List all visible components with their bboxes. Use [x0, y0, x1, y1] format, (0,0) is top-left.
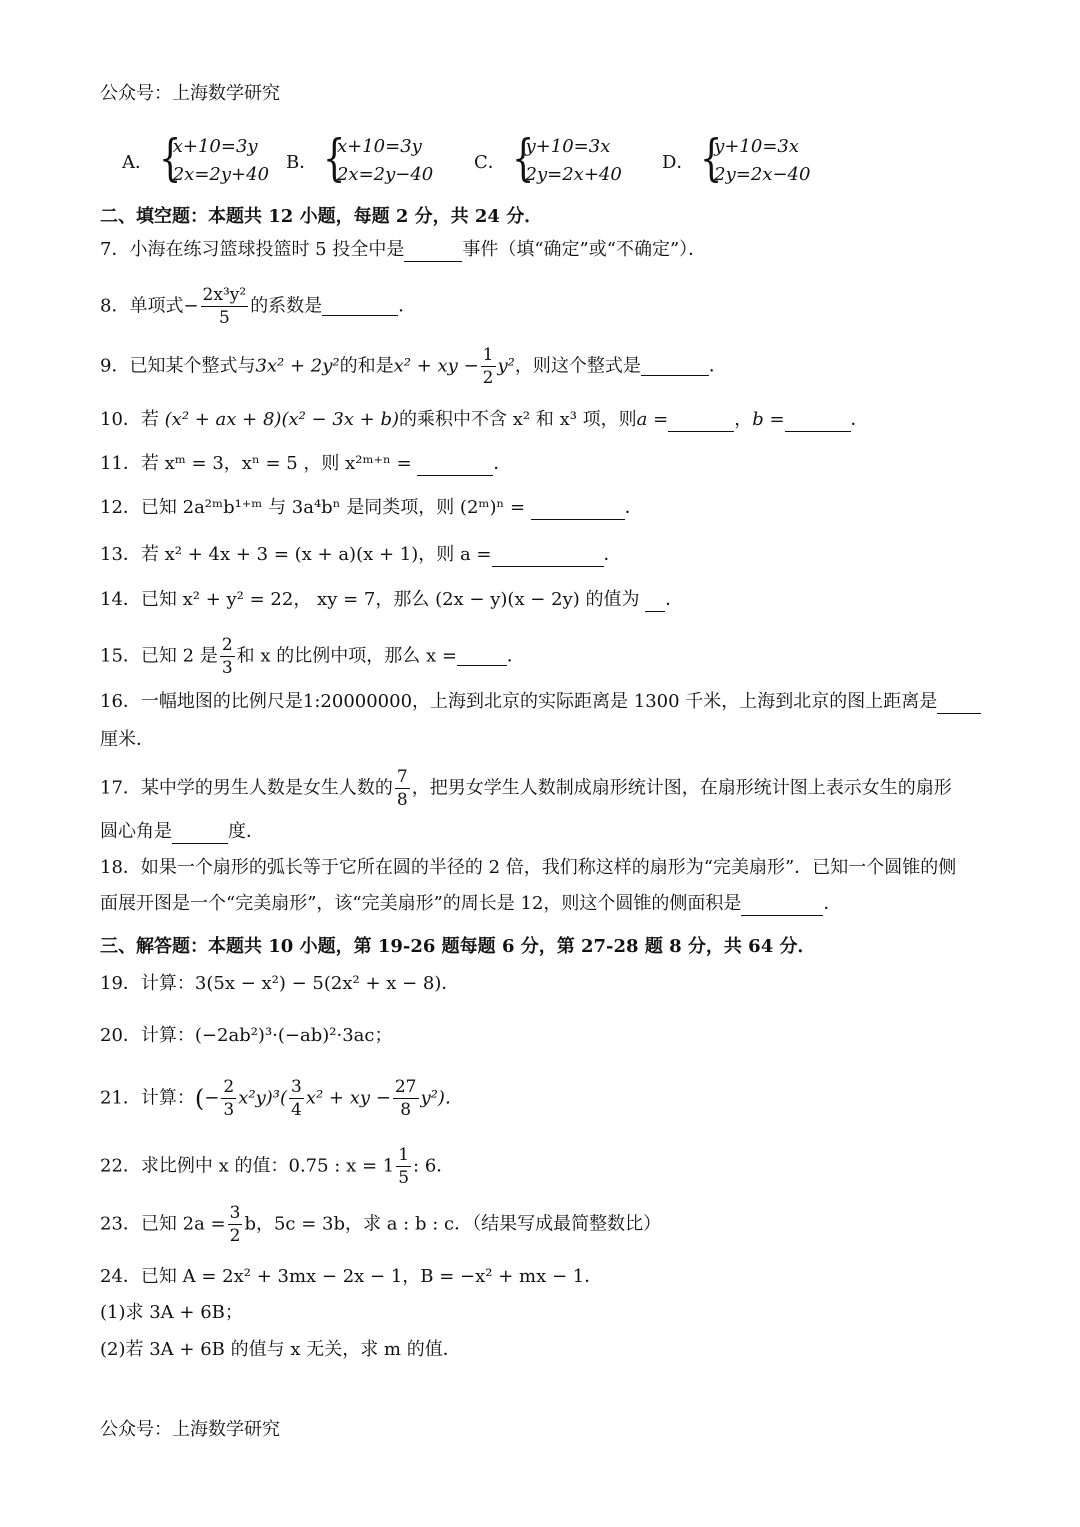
q17-tail3: 度． [228, 821, 264, 842]
answer-blank [645, 593, 665, 612]
q17-denominator: 8 [396, 790, 408, 810]
q9-text: 9．已知某个整式与 [100, 355, 256, 377]
option-d [662, 129, 811, 189]
q23-tail: b，5c = 3b，求 a : b : c．（结果写成最简整数比） [244, 1213, 662, 1235]
q17-tail2: 圆心角是 [100, 821, 172, 842]
q9-expr2: x² + xy − [393, 355, 479, 377]
q21-fraction-2 [289, 1076, 304, 1121]
question-17 [100, 766, 952, 811]
q21-n1: 2 [223, 1077, 235, 1097]
option-c-eq1: y+10=3x [525, 136, 611, 157]
question-24-part2: (2)若 3A + 6B 的值与 x 无关，求 m 的值． [100, 1339, 461, 1360]
option-a-eq1: x+10=3y [172, 136, 258, 157]
q21-d3: 8 [400, 1100, 412, 1120]
q9-mid: 的和是 [339, 355, 394, 377]
q18-text2: 面展开图是一个“完美扇形”，该“完美扇形”的周长是 12，则这个圆锥的侧面积是 [100, 893, 742, 914]
question-16-tail: 厘米． [100, 729, 154, 750]
q21-text: 21．计算： [100, 1087, 195, 1109]
q15-denominator: 3 [221, 658, 233, 678]
q23-numerator: 3 [229, 1203, 241, 1223]
q21-d1: 3 [223, 1100, 235, 1120]
answer-blank [531, 501, 625, 520]
q13-text: 13．若 x² + 4x + 3 = (x + a)(x + 1)，则 a = [100, 544, 492, 565]
question-17-line2 [100, 820, 264, 844]
answer-blank [457, 647, 507, 666]
answer-blank-b [785, 413, 851, 432]
q23-text: 23．已知 2a = [100, 1213, 226, 1235]
option-a-system [158, 129, 270, 189]
section-3-title: 三、解答题：本题共 10 小题，第 19-26 题每题 6 分，第 27-28 题 8 分，共 64 分． [100, 936, 816, 957]
q23-denominator: 2 [229, 1226, 241, 1246]
question-7 [100, 238, 706, 262]
q15-text: 15．已知 2 是 [100, 645, 218, 667]
question-18: 18．如果一个扇形的弧长等于它所在圆的半径的 2 倍，我们称这样的扇形为“完美扇形”．已知一个圆锥的侧 [100, 857, 957, 878]
question-20: 20．计算：(−2ab²)³·(−ab)²·3ac； [100, 1025, 393, 1046]
q9-tail: ，则这个整式是 [514, 355, 641, 377]
q10-mid: 的乘积中不含 x² 和 x³ 项，则 [399, 409, 637, 430]
q9-expr3: y² [497, 355, 515, 377]
q21-d2: 4 [291, 1100, 302, 1120]
question-22 [100, 1144, 454, 1189]
q21-post: y²)． [420, 1087, 463, 1109]
answer-blank [741, 897, 823, 916]
q10-expr: (x² + ax + 8)(x² − 3x + b) [164, 409, 400, 430]
option-b-label: B． [286, 152, 318, 173]
answer-blank-a [668, 413, 734, 432]
question-19: 19．计算：3(5x − x²) − 5(2x² + x − 8)． [100, 973, 460, 994]
q12-text: 12．已知 2a²ᵐb¹⁺ᵐ 与 3a⁴bⁿ 是同类项，则 (2ᵐ)ⁿ = [100, 497, 531, 518]
question-24: 24．已知 A = 2x² + 3mx − 2x − 1，B = −x² + mx − 1． [100, 1266, 603, 1287]
q21-mid1: x²y)³( [238, 1087, 287, 1109]
answer-blank [322, 297, 398, 316]
option-b-eq1: x+10=3y [336, 136, 422, 157]
question-8: 8．单项式− $\frac{\text{2x³y²}}{5}$ 的系数是 ． [100, 285, 417, 328]
option-d-eq1: y+10=3x [714, 136, 800, 157]
q7-tail: 事件（填“确定”或“不确定”）． [462, 239, 707, 260]
q10-text: 10．若 [100, 409, 159, 430]
q8-fraction [201, 284, 249, 329]
q9-expr1: 3x² + 2y² [255, 355, 340, 377]
question-21: 21．计算：(− $\frac{2}{3}$ x²y)³( $\frac{3}{4}$ x² + xy − $\frac{27}{8}$ y²)． [100, 1077, 463, 1120]
option-c-label: C． [474, 152, 506, 173]
q21-mid2: x² + xy − [305, 1087, 391, 1109]
option-b [286, 129, 434, 189]
section-2-title: 二、填空题：本题共 12 小题，每题 2 分，共 24 分． [100, 206, 543, 227]
brace-icon: { [700, 129, 723, 187]
q9-fraction: $\frac{1}{2}$ [482, 345, 494, 388]
q22-tail: : 6． [413, 1155, 455, 1177]
q8-denominator: 5 [218, 308, 230, 328]
brace-icon: { [511, 129, 534, 187]
answer-blank [492, 548, 604, 567]
answer-blank [937, 695, 981, 714]
q14-text: 14．已知 x² + y² = 22， xy = 7，那么 (2x − y)(x − 2y) 的值为 [100, 589, 646, 610]
option-a-label: A． [122, 152, 153, 173]
question-23 [100, 1202, 661, 1247]
q22-fraction [396, 1144, 411, 1189]
question-14: 14．已知 x² + y² = 22， xy = 7，那么 (2x − y)(x − 2y) 的值为 ． [100, 589, 684, 610]
q23-fraction [228, 1202, 243, 1247]
q11-text: 11．若 xᵐ = 3，xⁿ = 5 ，则 x²ᵐ⁺ⁿ = [100, 453, 418, 474]
q17-text: 17．某中学的男生人数是女生人数的 [100, 777, 393, 799]
q22-numerator: 1 [398, 1145, 410, 1165]
q22-text: 22．求比例中 x 的值：0.75 : x = 1 [100, 1155, 395, 1177]
option-c-eq2: 2y=2x+40 [525, 164, 622, 185]
option-b-system [322, 129, 434, 189]
question-24-part1: (1)求 3A + 6B； [100, 1302, 243, 1323]
option-c-system [511, 129, 622, 189]
option-d-system [700, 129, 811, 189]
q8-numerator: 2x³y² [202, 285, 247, 305]
answer-blank [172, 825, 228, 844]
question-15: 15．已知 2 是 $\frac{2}{3}$ 和 x 的比例中项，那么 x = ． [100, 635, 525, 678]
question-16 [100, 690, 985, 714]
q10-b: b = [752, 409, 785, 430]
q8-text: 8．单项式 [100, 295, 184, 317]
brace-icon: { [322, 129, 346, 187]
q16-text: 16．一幅地图的比例尺是1:20000000，上海到北京的实际距离是 1300 千米，上海到北京的图上距离是 [100, 691, 938, 712]
q15-tail: 和 x 的比例中项，那么 x = [236, 645, 457, 667]
q15-numerator: 2 [221, 635, 233, 655]
question-18-line2: 面展开图是一个“完美扇形”，该“完美扇形”的周长是 12，则这个圆锥的侧面积是 ． [100, 893, 842, 914]
question-10: 10．若 (x² + ax + 8)(x² − 3x + b)的乘积中不含 x² 和 x³ 项，则a = ，b = ． [100, 409, 869, 430]
option-a-eq2: 2x=2y+40 [172, 164, 270, 185]
option-b-eq2: 2x=2y−40 [336, 164, 434, 185]
option-a [122, 129, 270, 189]
question-13: 13．若 x² + 4x + 3 = (x + a)(x + 1)，则 a = ． [100, 544, 622, 565]
answer-blank [641, 357, 709, 376]
q21-fraction-3 [393, 1076, 419, 1121]
answer-blank [404, 243, 462, 262]
question-11: 11．若 xᵐ = 3，xⁿ = 5 ，则 x²ᵐ⁺ⁿ = ． [100, 453, 512, 474]
question-9: 9．已知某个整式与3x² + 2y²的和是x² + xy − $\frac{1}{2}$ y²，则这个整式是 ． [100, 345, 727, 388]
brace-icon: { [158, 129, 182, 187]
q17-numerator: 7 [396, 767, 408, 787]
q10-a: a = [636, 409, 669, 430]
option-d-eq2: 2y=2x−40 [714, 164, 811, 185]
q7-text: 7．小海在练习篮球投篮时 5 投全中是 [100, 239, 405, 260]
q8-tail: 的系数是 [250, 295, 323, 317]
answer-blank [417, 457, 493, 476]
q21-n3: 27 [394, 1077, 417, 1097]
q15-fraction [220, 634, 235, 679]
option-c [474, 129, 622, 189]
q21-fraction-1 [221, 1076, 236, 1121]
footer-watermark: 公众号：上海数学研究 [100, 1419, 280, 1440]
option-d-label: D． [662, 152, 695, 173]
q22-denominator: 5 [398, 1168, 410, 1188]
q17-fraction [395, 766, 410, 811]
q17-tail: ，把男女学生人数制成扇形统计图，在扇形统计图上表示女生的扇形 [411, 777, 952, 799]
header-watermark: 公众号：上海数学研究 [100, 83, 280, 104]
q21-n2: 3 [291, 1077, 302, 1097]
question-12: 12．已知 2a²ᵐb¹⁺ᵐ 与 3a⁴bⁿ 是同类项，则 (2ᵐ)ⁿ = ． [100, 497, 643, 518]
